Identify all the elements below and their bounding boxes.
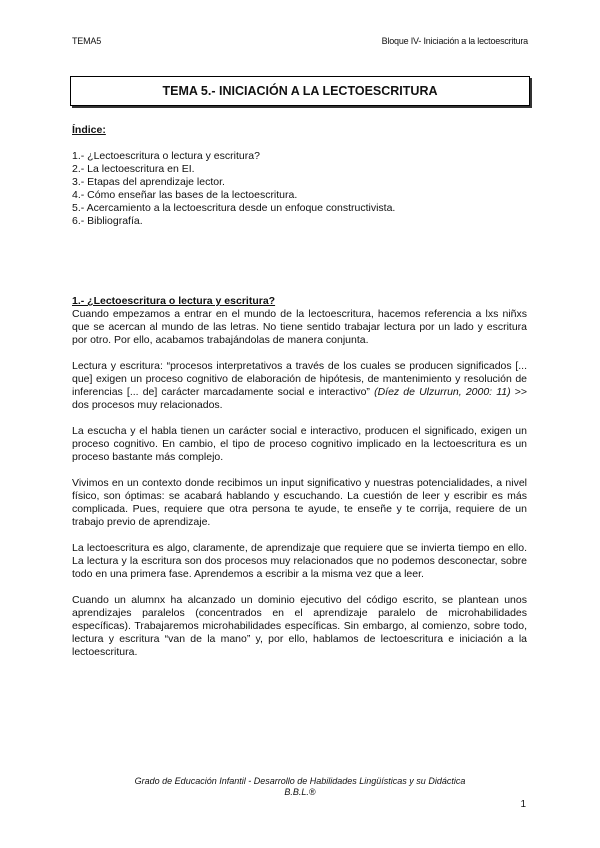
paragraph-1: Cuando empezamos a entrar en el mundo de la lectoescritura, hacemos referencia a lxs niñxs que se acercan al mundo de las letras. No tiene sentido trabajar lectura por un lado y escritura por otro. Por ello, acabamos trabajándolas de manera conjunta.: [72, 308, 527, 346]
index-list: [72, 150, 527, 228]
index-item: 5.- Acercamiento a la lectoescritura desde un enfoque constructivista.: [72, 202, 396, 214]
page-number: 1: [520, 799, 526, 810]
citation: (Díez de Ulzurrun, 2000: 11): [374, 386, 511, 398]
paragraph-6: Cuando un alumnx ha alcanzado un dominio ejecutivo del código escrito, se plantean unos aprendizajes paralelos (concentrados en el aprendizaje paralelo de microhabilidades específicas). Trabajaremos microhabilidades específicas. Sin embargo, al comienzo, sobre todo, lectura y escritura “van de la mano” y, por ello, hablamos de lectoescritura e iniciación a la lectoescritura.: [72, 594, 527, 658]
running-header-left: TEMA5: [72, 36, 102, 46]
index-item: 6.- Bibliografía.: [72, 215, 143, 227]
page-footer: [0, 776, 600, 798]
document-body: [72, 124, 527, 659]
paragraph-3: La escucha y el habla tienen un carácter social e interactivo, producen el significado, exigen un proceso cognitivo. En cambio, el tipo de proceso cognitivo implicado en la lectoescritura es un proceso bastante más complejo.: [72, 425, 527, 463]
footer-author: B.B.L.®: [284, 787, 316, 797]
index-item: 2.- La lectoescritura en EI.: [72, 163, 195, 175]
section-heading: 1.- ¿Lectoescritura o lectura y escritura?: [72, 295, 276, 307]
paragraph-5: La lectoescritura es algo, claramente, de aprendizaje que requiere que se invierta tiempo en ello. La lectura y la escritura son dos procesos muy relacionados que no podemos desconectar, sobre todo en una primera fase. Aprendemos a escribir a la misma vez que a leer.: [72, 542, 527, 580]
index-item: 4.- Cómo enseñar las bases de la lectoescritura.: [72, 189, 298, 201]
index-item: 3.- Etapas del aprendizaje lector.: [72, 176, 225, 188]
title-box: [70, 76, 530, 106]
paragraph-2: [72, 360, 527, 412]
index-heading: Índice:: [72, 124, 106, 136]
definition-text: Lectura y escritura: “procesos interpretativos a través de los cuales se producen significados [... que] exigen un proceso cognitivo de elaboración de hipótesis, de mantenimiento y resolución de inferencias [... de] carácter marcadamente social e interactivo”: [72, 360, 527, 398]
index-item: 1.- ¿Lectoescritura o lectura y escritura?: [72, 150, 260, 162]
paragraph-4: Vivimos en un contexto donde recibimos un input significativo y nuestras potencialidades, a nivel físico, son óptimas: se acabará hablando y escuchando. La cuestión de leer y escribir es más complicada. Pues, requiere que otra persona te ayude, te enseñe y te corrija, requiere de un trabajo previo de aprendizaje.: [72, 477, 527, 528]
definition-conclusion: >> dos procesos muy relacionados.: [72, 386, 528, 411]
page-title: TEMA 5.- INICIACIÓN A LA LECTOESCRITURA: [162, 84, 438, 98]
footer-course: Grado de Educación Infantil - Desarrollo de Habilidades Lingüísticas y su Didáctica: [134, 776, 466, 786]
running-header-right: Bloque IV- Iniciación a la lectoescritura: [381, 36, 528, 46]
